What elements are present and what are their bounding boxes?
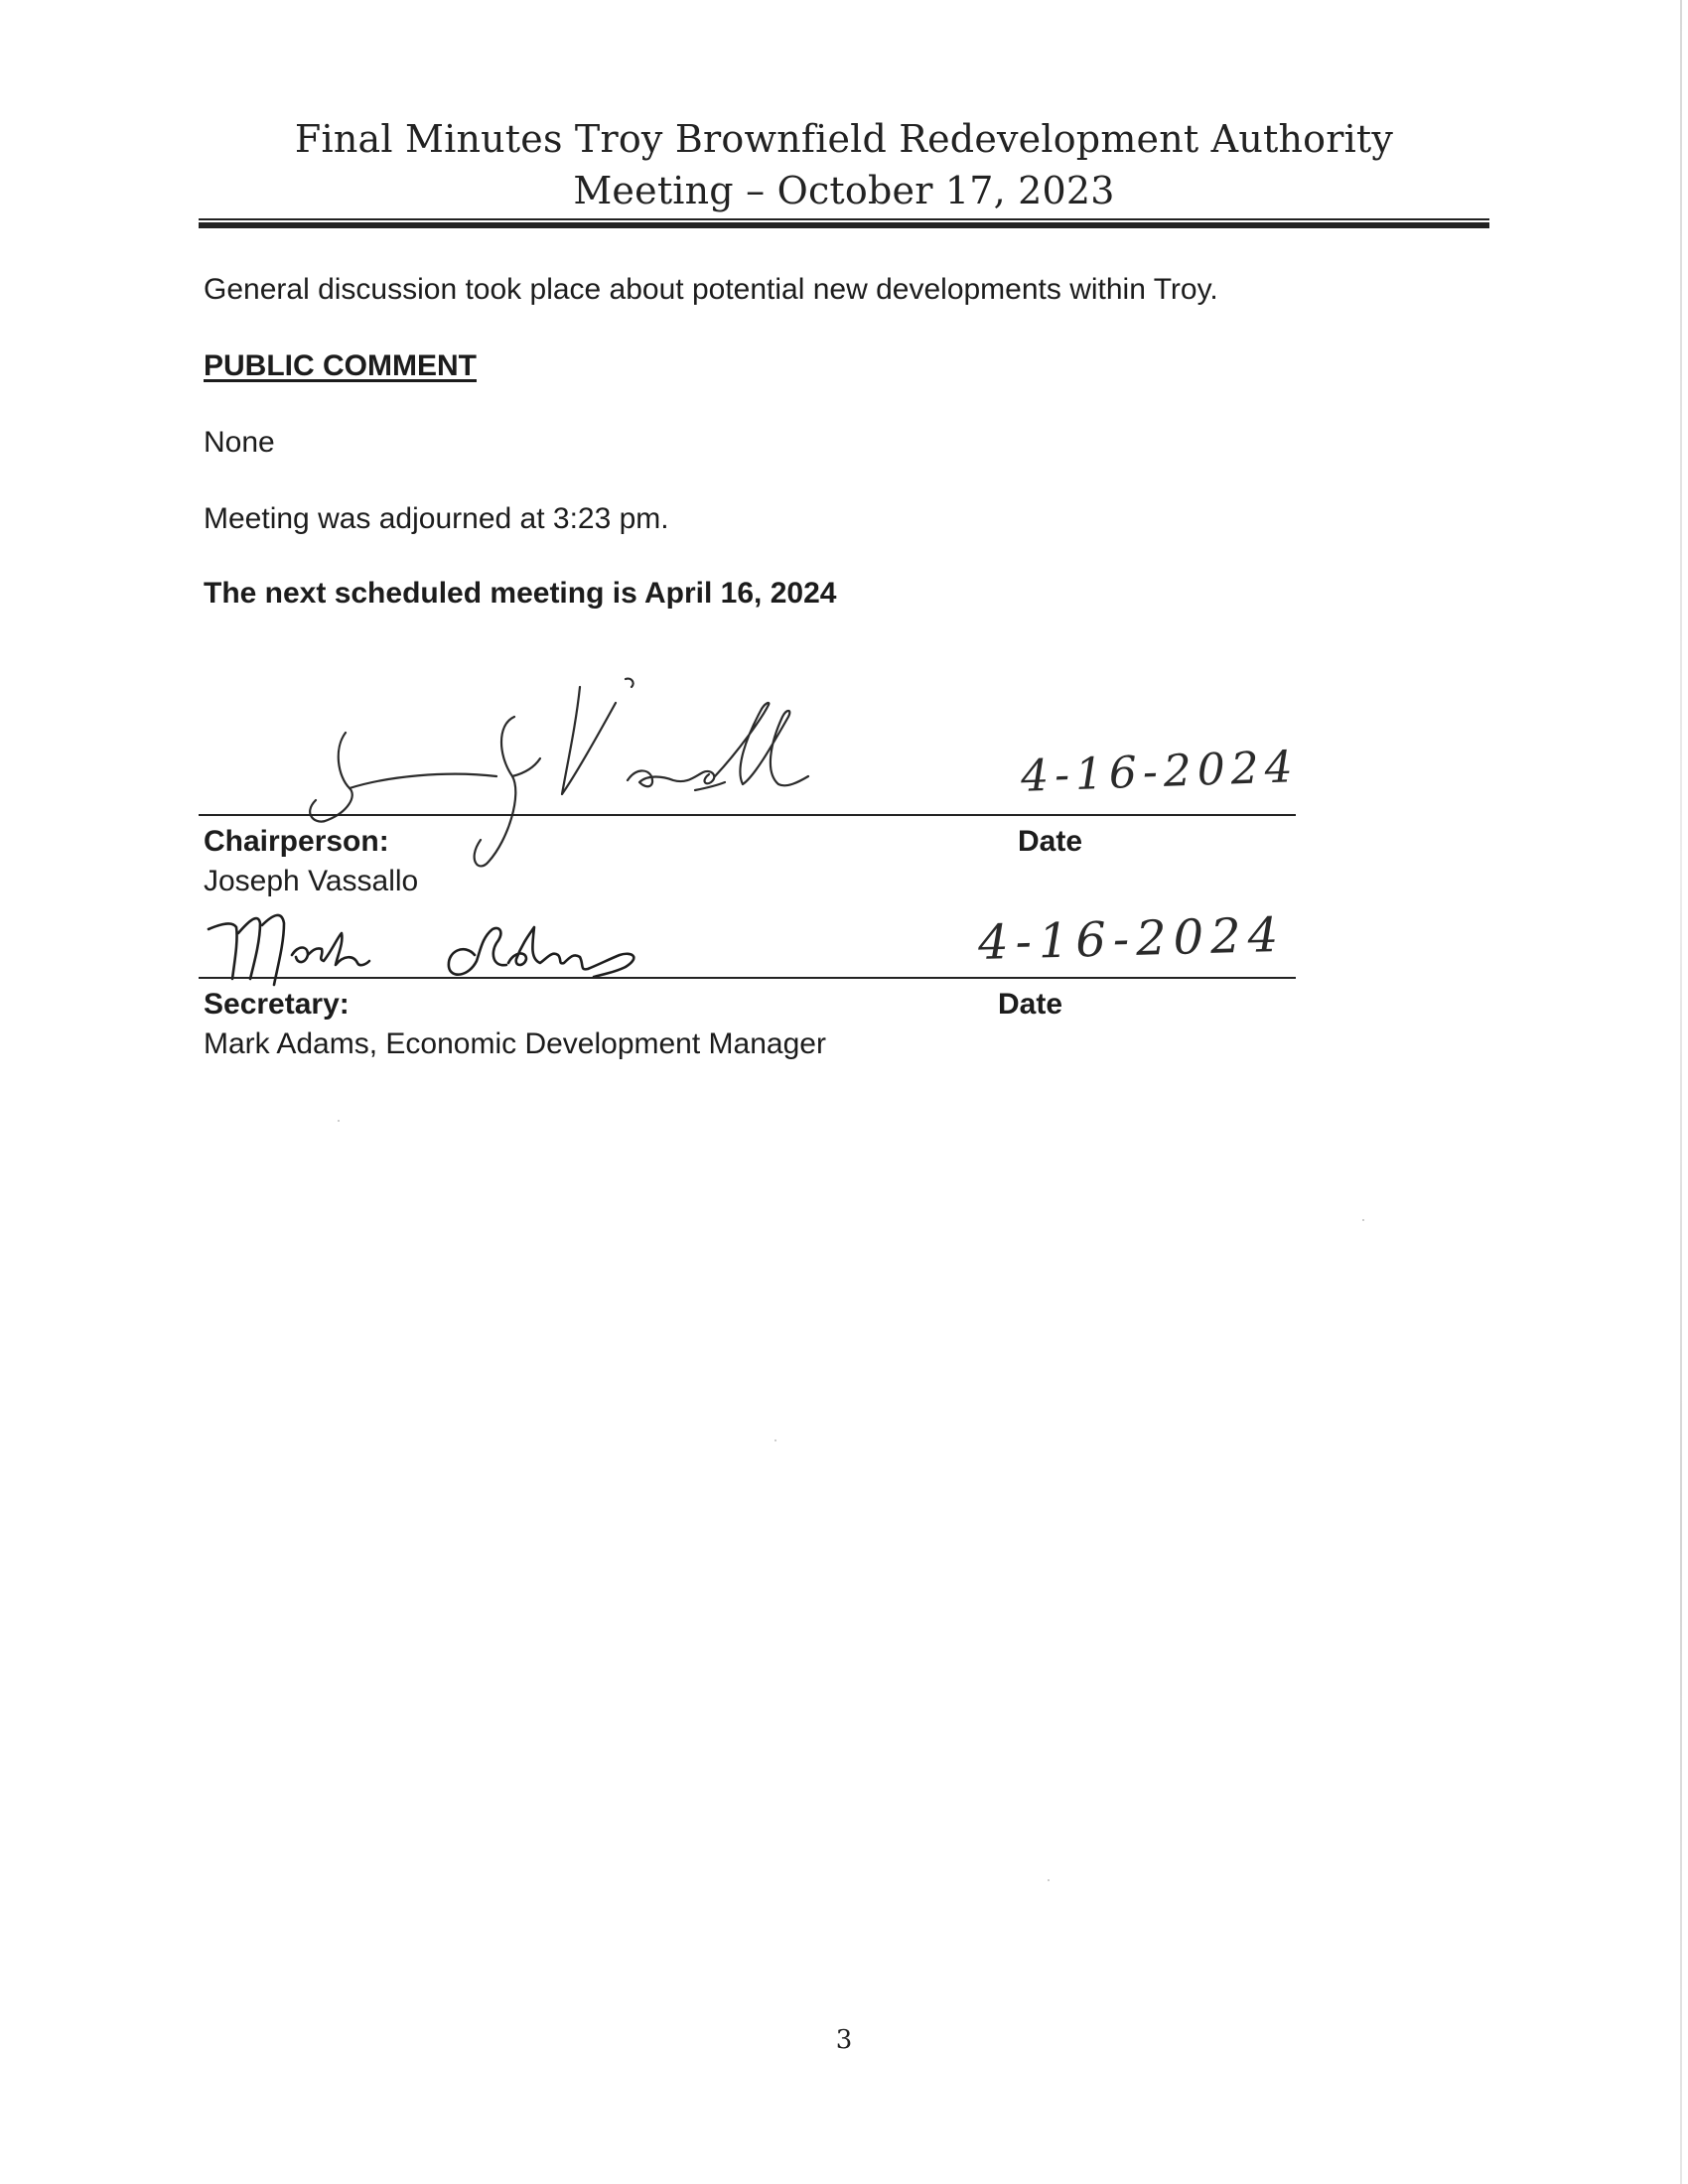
chairperson-name: Joseph Vassallo xyxy=(204,865,419,897)
chairperson-date-label: Date xyxy=(1018,825,1083,858)
scan-edge xyxy=(1680,0,1682,2184)
secretary-label: Secretary: xyxy=(204,988,350,1021)
public-comment-text: None xyxy=(204,426,275,459)
chairperson-signature-line xyxy=(199,814,1296,816)
adjourned-paragraph: Meeting was adjourned at 3:23 pm. xyxy=(204,502,669,535)
header-title-line-1: Final Minutes Troy Brownfield Redevelopment Authority xyxy=(294,117,1394,161)
scan-speck xyxy=(1048,1879,1050,1881)
secretary-date-label: Date xyxy=(998,988,1063,1021)
header-rule-thin xyxy=(199,218,1489,220)
chairperson-handwritten-date: 4-16-2024 xyxy=(1020,742,1300,802)
chairperson-label: Chairperson: xyxy=(204,825,389,858)
discussion-paragraph: General discussion took place about potential new developments within Troy. xyxy=(204,273,1218,306)
header-rule-thick xyxy=(199,222,1489,228)
public-comment-heading: PUBLIC COMMENT xyxy=(204,349,477,382)
secretary-handwritten-date: 4-16-2024 xyxy=(977,906,1286,972)
secretary-signature-line xyxy=(199,977,1296,979)
scan-speck xyxy=(774,1439,776,1441)
header-title-line-2: Meeting – October 17, 2023 xyxy=(573,169,1115,212)
scan-speck xyxy=(1362,1219,1364,1221)
next-meeting-notice: The next scheduled meeting is April 16, 2024 xyxy=(204,577,837,610)
scan-speck xyxy=(338,1120,340,1122)
page-number: 3 xyxy=(835,2025,853,2055)
document-header xyxy=(199,113,1489,216)
secretary-name: Mark Adams, Economic Development Manager xyxy=(204,1027,826,1060)
